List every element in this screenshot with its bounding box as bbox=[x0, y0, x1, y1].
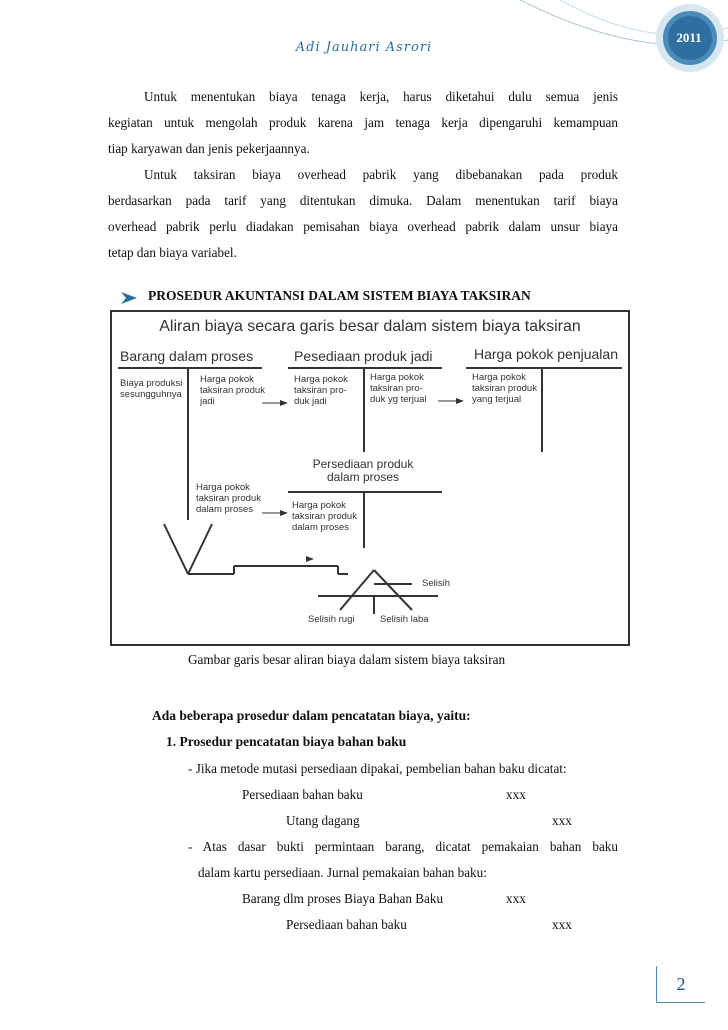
para1-line1: Untuk menentukan biaya tenaga kerja, harus diketahui dulu semua jenis bbox=[144, 89, 618, 104]
journal2-credit-amount: xxx bbox=[552, 917, 572, 932]
label-pesediaan-produk-jadi: Pesediaan produk jadi bbox=[294, 348, 433, 364]
procedures-intro: Ada beberapa prosedur dalam pencatatan biaya, yaitu: bbox=[152, 708, 471, 723]
para1-line3: tiap karyawan dan jenis pekerjaannya. bbox=[108, 141, 310, 156]
para2-line3: overhead pabrik perlu diadakan pemisahan biaya overhead pabrik dalam unsur biaya bbox=[108, 219, 618, 234]
journal2-credit: Persediaan bahan baku bbox=[286, 917, 407, 932]
label-hp-terjual: Harga pokok taksiran pro- duk yg terjual bbox=[370, 372, 427, 405]
journal1-credit: Utang dagang bbox=[286, 813, 360, 828]
section-heading: PROSEDUR AKUNTANSI DALAM SISTEM BIAYA TAKSIRAN bbox=[148, 288, 531, 303]
para1-line2: kegiatan untuk mengolah produk karena jam tenaga kerja dipengaruhi kemampuan bbox=[108, 115, 618, 130]
year-badge: 2011 bbox=[676, 30, 702, 45]
label-biaya-produksi: Biaya produksi sesungguhnya bbox=[120, 378, 183, 400]
journal2-debit-amount: xxx bbox=[506, 891, 526, 906]
cost-flow-diagram bbox=[110, 310, 630, 646]
label-hp-dalam-proses: Harga pokok taksiran produk dalam proses bbox=[196, 482, 261, 515]
diagram-title: Aliran biaya secara garis besar dalam sistem biaya taksiran bbox=[159, 318, 581, 335]
journal1-credit-amount: xxx bbox=[552, 813, 572, 828]
label-hp-terjual-2: Harga pokok taksiran produk yang terjual bbox=[472, 372, 537, 405]
label-selisih: Selisih bbox=[422, 578, 450, 589]
label-barang-dalam-proses: Barang dalam proses bbox=[120, 348, 254, 364]
label-persediaan-dalam-proses: Persediaan produk dalam proses bbox=[312, 457, 414, 484]
figure-caption: Gambar garis besar aliran biaya dalam sistem biaya taksiran bbox=[188, 652, 506, 667]
bullet-1: - Jika metode mutasi persediaan dipakai, pembelian bahan baku dicatat: bbox=[188, 761, 567, 776]
label-selisih-rugi: Selisih rugi bbox=[308, 614, 355, 625]
procedure-item-1: 1. Prosedur pencatatan biaya bahan baku bbox=[166, 734, 407, 749]
label-hp-produk-jadi-2: Harga pokok taksiran pro- duk jadi bbox=[294, 374, 348, 407]
label-hp-dalam-proses-2: Harga pokok taksiran produk dalam proses bbox=[292, 500, 357, 533]
header-author: Adi Jauhari Asrori bbox=[295, 40, 433, 55]
page-number: 2 bbox=[656, 966, 705, 1003]
label-harga-pokok-penjualan: Harga pokok penjualan bbox=[474, 346, 618, 362]
para2-line1: Untuk taksiran biaya overhead pabrik yang dibebanakan pada produk bbox=[144, 167, 618, 182]
journal2-debit: Barang dlm proses Biaya Bahan Baku bbox=[242, 891, 444, 906]
journal1-debit-amount: xxx bbox=[506, 787, 526, 802]
para2-line2: berdasarkan pada tarif yang ditentukan dimuka. Dalam menentukan tarif biaya bbox=[108, 193, 618, 208]
bullet-2-line2: dalam kartu persediaan. Jurnal pemakaian bahan baku: bbox=[198, 865, 487, 880]
label-hp-produk-jadi: Harga pokok taksiran produk jadi bbox=[200, 374, 265, 407]
arrow-bullet-icon bbox=[120, 291, 138, 305]
journal1-debit: Persediaan bahan baku bbox=[242, 787, 363, 802]
bullet-2-line1: - Atas dasar bukti permintaan barang, dicatat pemakaian bahan baku bbox=[188, 839, 618, 854]
label-selisih-laba: Selisih laba bbox=[380, 614, 429, 625]
para2-line4: tetap dan biaya variabel. bbox=[108, 245, 237, 260]
